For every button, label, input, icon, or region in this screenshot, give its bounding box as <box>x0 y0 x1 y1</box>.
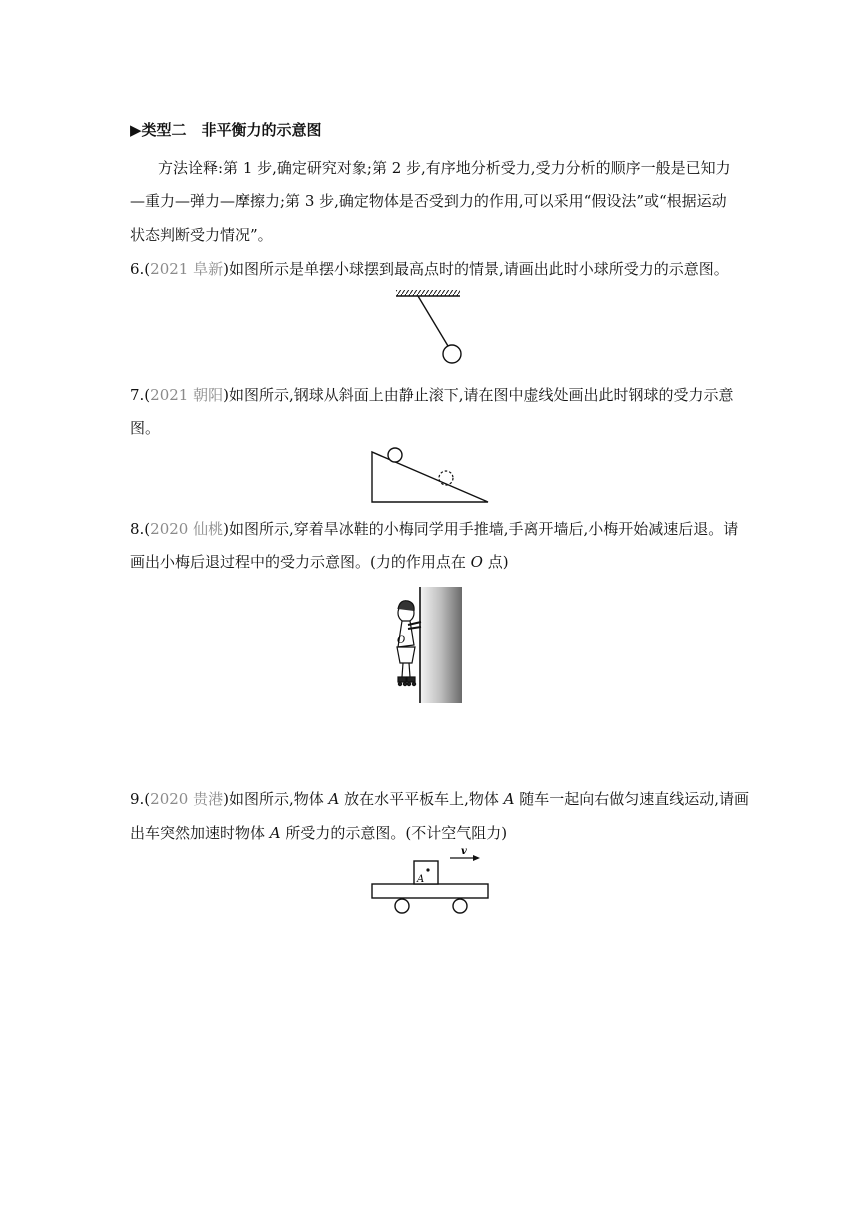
question-8-line-2 <box>130 551 509 572</box>
velocity-label: v <box>461 846 467 857</box>
question-8-text: )如图所示,穿着旱冰鞋的小梅同学用手推墙,手离开墙后,小梅开始减速后退。请 <box>223 520 739 538</box>
question-7-source: 2021 朝阳 <box>150 386 224 404</box>
section-marker: ▶ <box>130 121 142 139</box>
question-8-number: 8.( <box>130 520 151 538</box>
cart-board <box>372 884 488 898</box>
question-8-text-a: 画出小梅后退过程中的受力示意图。(力的作用点在 <box>130 553 471 571</box>
question-6 <box>130 258 729 279</box>
question-9-text-d: 出车突然加速时物体 <box>130 824 270 842</box>
question-9-number: 9.( <box>130 790 151 808</box>
question-9-source: 2020 贵港 <box>150 790 224 808</box>
pendulum-string <box>418 296 448 346</box>
question-9-text-c: 随车一起向右做匀速直线运动,请画 <box>514 790 750 808</box>
question-9-text-e: 所受力的示意图。(不计空气阻力) <box>280 824 508 842</box>
incline-figure <box>366 444 494 506</box>
method-line-2: —重力—弹力—摩擦力;第 3 步,确定物体是否受到力的作用,可以采用“假设法”或“根据运动 <box>130 192 727 210</box>
question-9-object-a-1: A <box>328 790 340 808</box>
question-6-number: 6.( <box>130 260 151 278</box>
ceiling-hatch <box>396 290 460 296</box>
pendulum-ball <box>443 345 461 363</box>
method-line-3: 状态判断受力情况”。 <box>130 226 273 244</box>
object-a-label: A <box>417 874 425 885</box>
point-o-label: O <box>397 635 406 646</box>
question-9-text-a: )如图所示,物体 <box>223 790 329 808</box>
question-8-line-1 <box>130 518 738 539</box>
cart-wheel-right <box>453 899 467 913</box>
question-6-text: )如图所示是单摆小球摆到最高点时的情景,请画出此时小球所受力的示意图。 <box>223 260 729 278</box>
velocity-arrow-head <box>473 855 480 861</box>
question-9-line-1 <box>130 788 749 809</box>
question-9-text-b: 放在水平平板车上,物体 <box>339 790 504 808</box>
cart-figure <box>368 844 496 918</box>
object-a-center-dot <box>426 868 429 871</box>
question-9-line-2 <box>130 822 507 843</box>
cart-wheel-left <box>395 899 409 913</box>
section-title: 类型二 非平衡力的示意图 <box>141 121 322 139</box>
question-7-line-1 <box>130 384 734 405</box>
wall <box>420 587 462 703</box>
steel-ball-start <box>388 448 402 462</box>
skater-wall-figure <box>388 585 468 705</box>
question-8-point-o: O <box>470 553 483 571</box>
question-7-line-2: 图。 <box>130 419 161 437</box>
question-9-object-a-3: A <box>269 824 281 842</box>
method-line-1: 方法诠释:第 1 步,确定研究对象;第 2 步,有序地分析受力,受力分析的顺序一般是已知力 <box>158 159 731 177</box>
question-7-text: )如图所示,钢球从斜面上由静止滚下,请在图中虚线处画出此时钢球的受力示意 <box>223 386 734 404</box>
question-9-object-a-2: A <box>503 790 515 808</box>
question-8-text-b: 点) <box>482 553 509 571</box>
section-heading <box>130 119 322 140</box>
question-8-source: 2020 仙桃 <box>150 520 224 538</box>
pendulum-figure <box>390 288 480 370</box>
question-6-source: 2021 阜新 <box>150 260 224 278</box>
question-7-number: 7.( <box>130 386 151 404</box>
